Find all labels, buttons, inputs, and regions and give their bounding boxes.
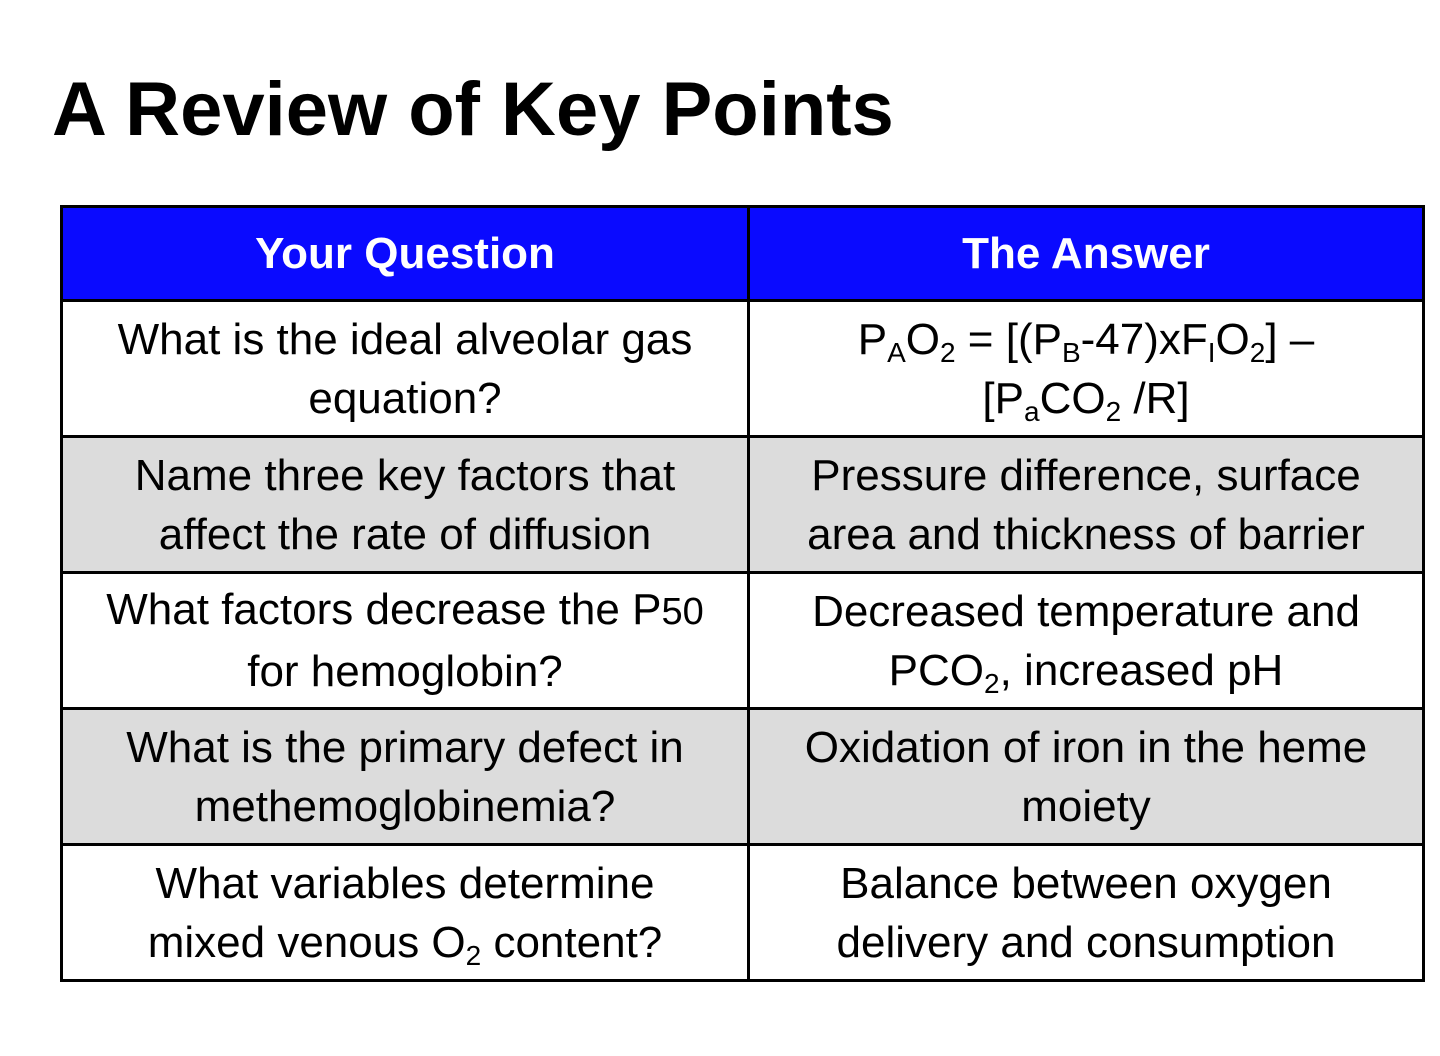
question-cell <box>62 301 749 437</box>
table-row <box>62 437 1424 573</box>
table-row <box>62 845 1424 981</box>
answer-line: delivery and consumption <box>836 917 1336 967</box>
question-cell <box>62 709 749 845</box>
question-column-header: Your Question <box>62 207 749 301</box>
answer-cell <box>749 709 1424 845</box>
question-line: equation? <box>308 373 502 423</box>
table-row <box>62 301 1424 437</box>
table-row <box>62 573 1424 709</box>
table-row <box>62 709 1424 845</box>
question-cell <box>62 437 749 573</box>
answer-line: area and thickness of barrier <box>807 509 1365 559</box>
slide-title: A Review of Key Points <box>52 67 894 152</box>
answer-cell <box>749 573 1424 709</box>
answer-line: Decreased temperature and <box>812 586 1360 636</box>
equation-line-1: $P_AO_2 = [(P_B-47)xF_IO_2]$ – <box>857 314 1315 368</box>
answer-column-header: The Answer <box>749 207 1424 301</box>
question-cell <box>62 845 749 981</box>
answer-line: $PCO_2$, increased pH <box>888 645 1284 699</box>
answer-cell <box>749 437 1424 573</box>
question-line: methemoglobinemia? <box>194 781 616 831</box>
question-line: for hemoglobin? <box>247 647 563 696</box>
answer-cell <box>749 301 1424 437</box>
question-line: mixed venous $O_2$ content? <box>147 917 663 971</box>
answer-line: Balance between oxygen <box>840 858 1332 908</box>
answer-cell <box>749 845 1424 981</box>
question-line: What variables determine <box>155 858 655 908</box>
table-header-row <box>62 207 1424 301</box>
question-line: affect the rate of diffusion <box>158 509 652 559</box>
answer-line: moiety <box>1021 781 1151 831</box>
equation-line-2: [$P_aCO_2$ /R] <box>982 373 1190 427</box>
question-line: What is the primary defect in <box>126 722 684 772</box>
answer-line: Oxidation of iron in the heme <box>804 722 1368 772</box>
question-line: Name three key factors that <box>134 450 676 500</box>
question-line: What factors decrease the P50 <box>106 585 704 634</box>
question-line: What is the ideal alveolar gas <box>117 314 693 364</box>
question-cell <box>62 573 749 709</box>
review-table <box>60 205 1425 982</box>
answer-line: Pressure difference, surface <box>811 450 1361 500</box>
